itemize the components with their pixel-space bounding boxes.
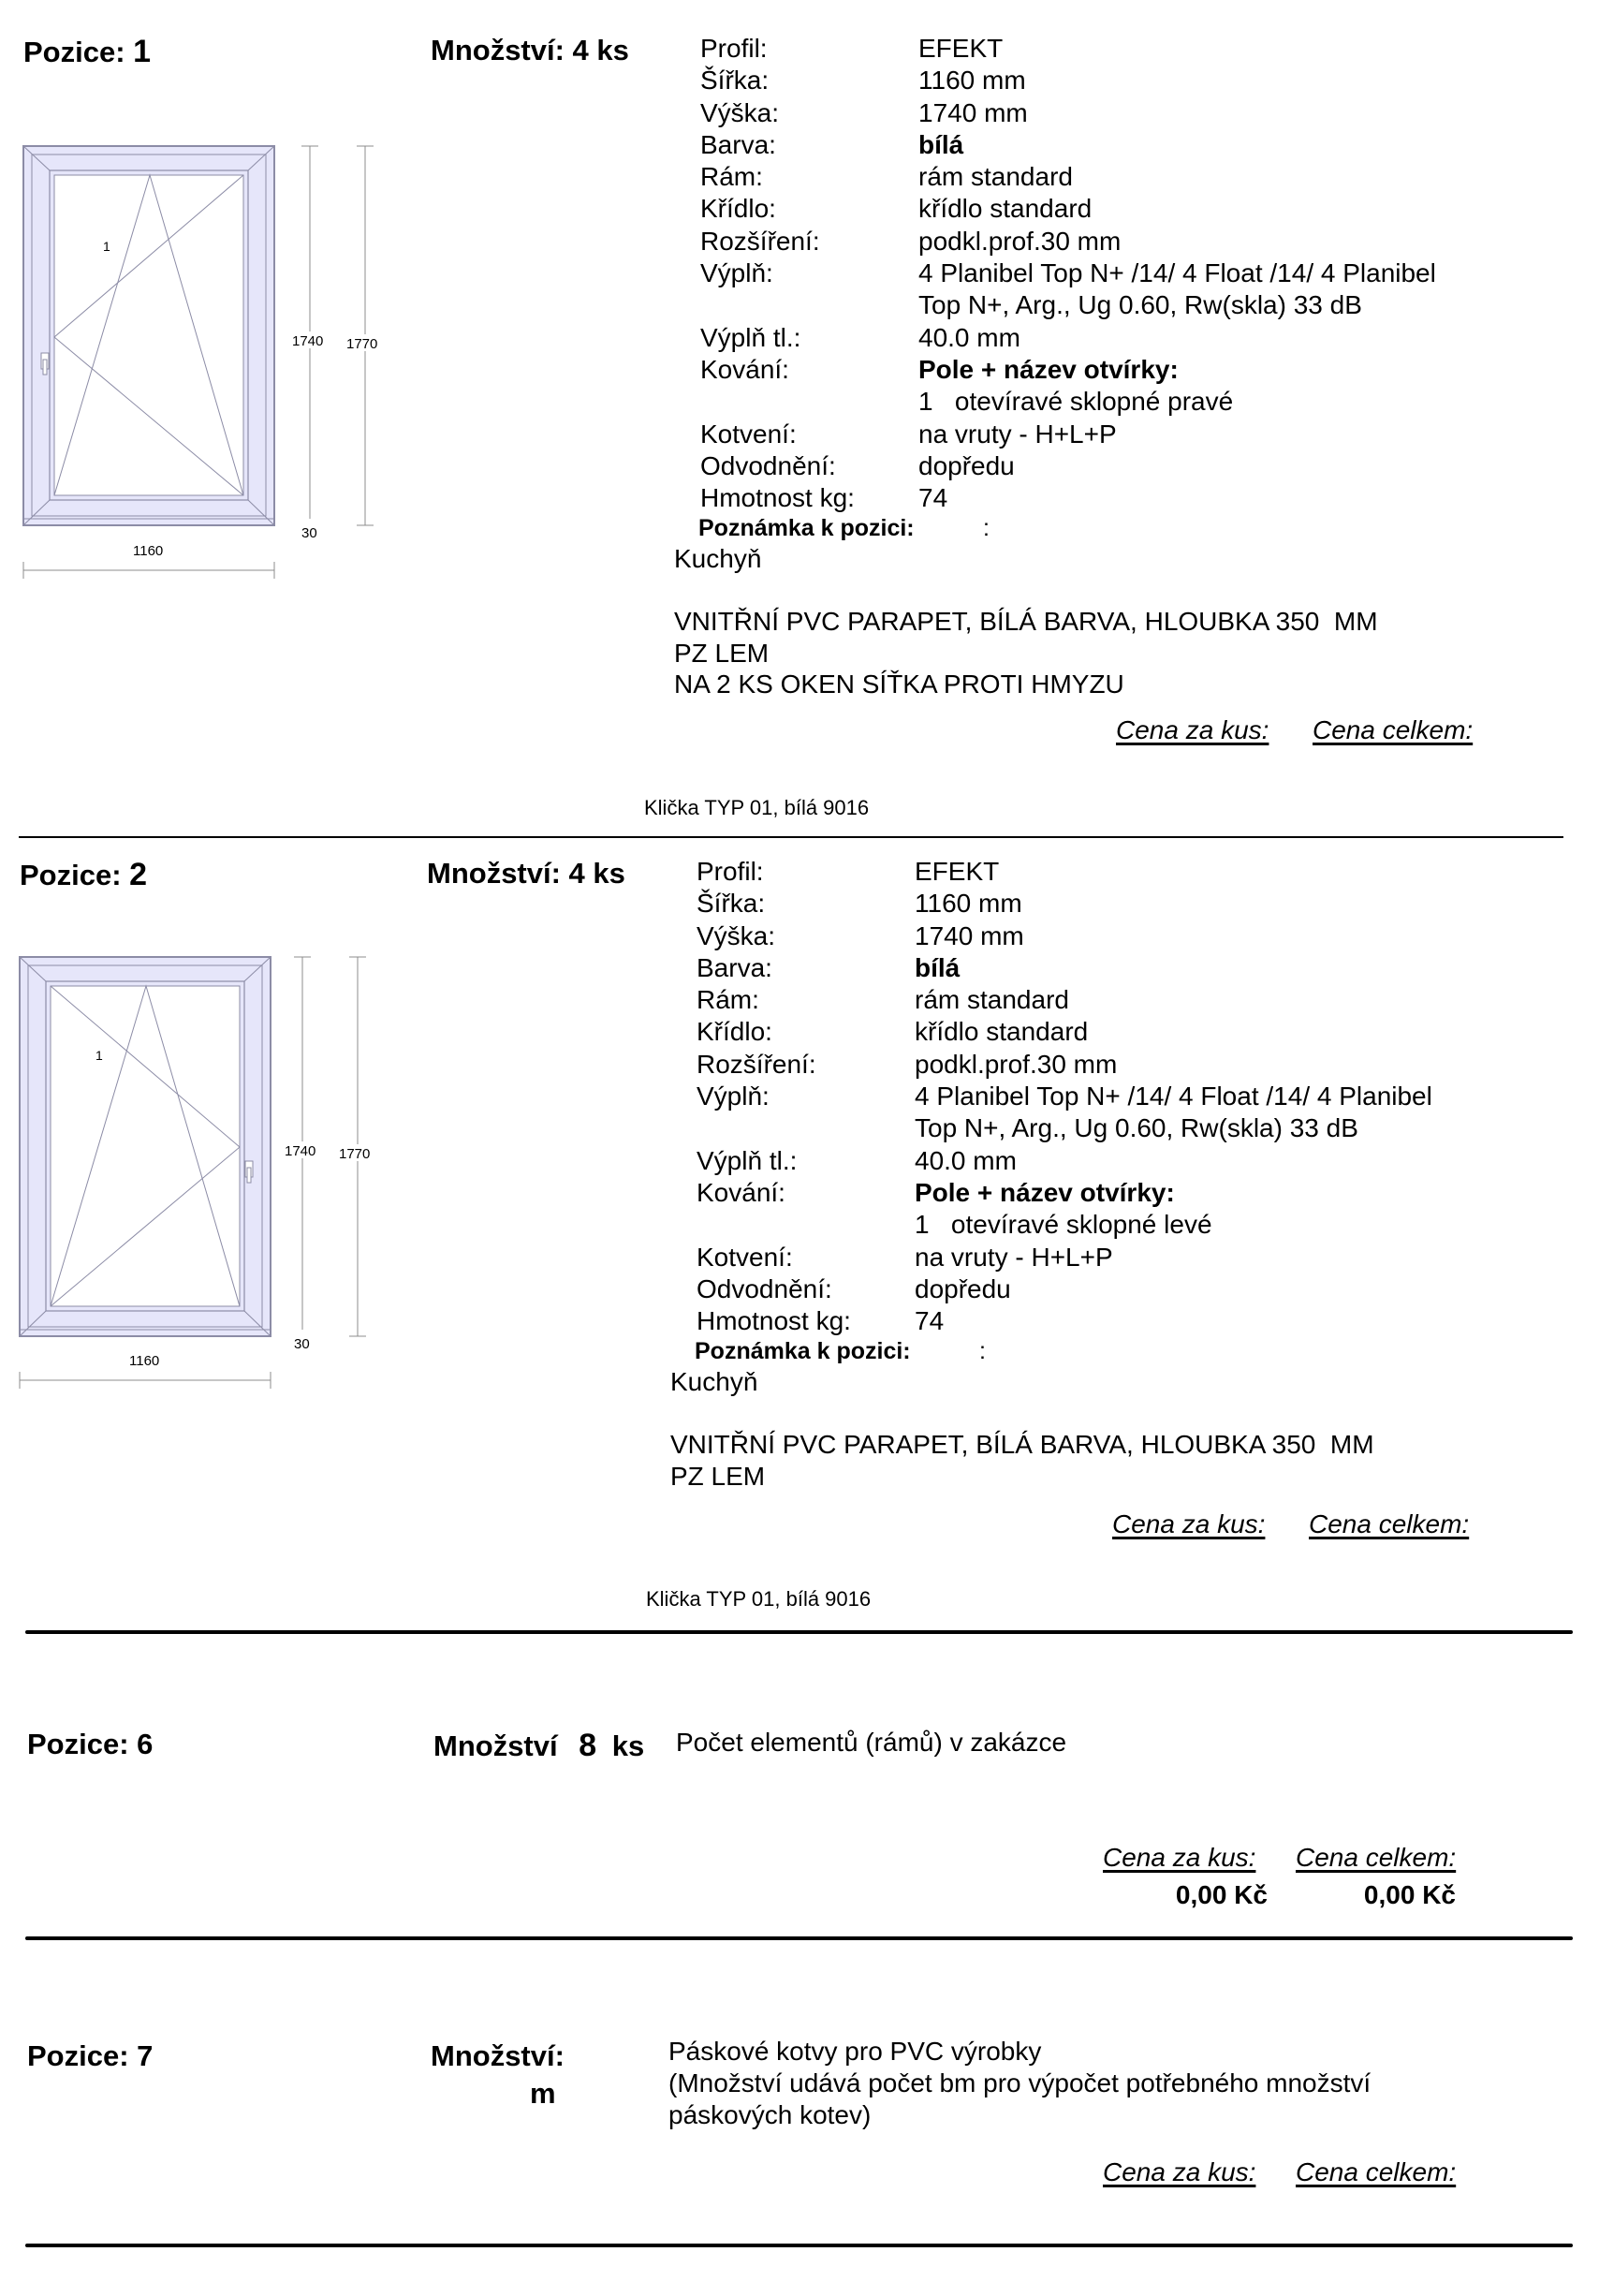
spec-value: bílá <box>915 952 961 982</box>
extension-label: 30 <box>294 1336 310 1352</box>
width-dimension <box>20 1372 271 1389</box>
note-line: PZ LEM <box>670 1461 766 1491</box>
position-label: Pozice: <box>23 36 125 68</box>
spec-label: Kování: <box>700 354 789 384</box>
width-dimension <box>23 562 274 579</box>
spec-row-kovani <box>697 1177 1432 1209</box>
spec-row-barva <box>700 129 1436 161</box>
extension-label: 30 <box>301 525 317 541</box>
price-unit-value: 0,00 Kč <box>1175 1880 1268 1909</box>
spec-row-sirka <box>700 65 1436 96</box>
spec-value: 1160 mm <box>918 66 1026 96</box>
spec-value: 40.0 mm <box>918 322 1020 352</box>
spec-label: Výška: <box>697 920 776 950</box>
spec-row-ram <box>700 161 1436 193</box>
note-blank-line <box>670 1398 1374 1430</box>
spec-row-sirka <box>697 888 1432 920</box>
window-frame <box>20 957 271 1336</box>
spec-row-kridlo <box>697 1016 1432 1048</box>
note-header: Poznámka k pozici: <box>695 1338 911 1364</box>
spec-row-kovani-cont <box>697 1209 1432 1241</box>
spec-row-kotveni <box>697 1242 1432 1273</box>
width-label: 1160 <box>129 1353 160 1369</box>
spec-label: Výplň: <box>697 1082 770 1111</box>
spec-row-kovani-cont <box>700 386 1436 418</box>
note-line: PZ LEM <box>674 638 770 668</box>
spec-row-vypln <box>700 258 1436 289</box>
height-total-label: 1770 <box>339 1146 371 1162</box>
spec-label: Výplň tl.: <box>700 322 801 352</box>
spec-value: podkl.prof.30 mm <box>918 226 1122 256</box>
spec-row-vyska <box>700 97 1436 129</box>
accessory-note: Klička TYP 01, bílá 9016 <box>644 796 870 819</box>
spec-label: Profil: <box>697 857 764 886</box>
spec-value: Pole + název otvírky: <box>918 354 1179 384</box>
note-line: Kuchyň <box>674 544 762 573</box>
price-total-label: Cena celkem: <box>1296 1843 1457 1872</box>
spec-label: Rozšíření: <box>697 1049 816 1079</box>
spec-label: Výška: <box>700 97 780 127</box>
spec-row-odvodneni <box>700 450 1436 482</box>
spec-row-vypln-tl <box>697 1145 1432 1177</box>
note-text <box>674 543 1378 700</box>
spec-label: Barva: <box>700 129 776 159</box>
spec-label: Rám: <box>700 162 763 192</box>
spec-value: Pole + název otvírky: <box>915 1177 1175 1207</box>
price-unit-label: Cena za kus: <box>1116 715 1269 744</box>
spec-value: rám standard <box>915 985 1069 1015</box>
quantity-label: Množství: <box>431 2039 565 2072</box>
spec-row-hmotnost <box>697 1305 1432 1337</box>
spec-label: Kotvení: <box>697 1242 793 1272</box>
spec-row-barva <box>697 952 1432 984</box>
note-line: Kuchyň <box>670 1367 758 1396</box>
note-text <box>670 1366 1374 1492</box>
spec-label: Barva: <box>697 952 772 982</box>
description-line: (Množství udává počet bm pro výpočet potřebného množství <box>668 2068 1372 2097</box>
spec-row-kovani <box>700 354 1436 386</box>
note-line: VNITŘNÍ PVC PARAPET, BÍLÁ BARVA, HLOUBKA 350 MM <box>670 1430 1374 1459</box>
description <box>668 2036 1371 2131</box>
spec-row-vypln <box>697 1081 1432 1112</box>
position-number: 1 <box>133 34 152 69</box>
price-total-label: Cena celkem: <box>1296 2157 1457 2186</box>
spec-value: na vruty - H+L+P <box>915 1242 1113 1272</box>
spec-row-vyska <box>697 920 1432 952</box>
accessory-note: Klička TYP 01, bílá 9016 <box>646 1587 872 1611</box>
spec-row-profil <box>697 856 1432 888</box>
spec-row-hmotnost <box>700 482 1436 514</box>
quantity-unit: ks <box>611 1729 645 1762</box>
spec-value: dopředu <box>915 1273 1011 1303</box>
spec-label: Odvodnění: <box>697 1273 832 1303</box>
spec-row-vypln-cont <box>700 289 1436 321</box>
position-separator <box>25 2244 1573 2247</box>
quantity-unit: m <box>530 2077 556 2110</box>
spec-value: 1740 mm <box>915 920 1024 950</box>
spec-value: rám standard <box>918 162 1073 192</box>
spec-row-rozsireni <box>697 1049 1432 1081</box>
window-frame <box>23 146 274 525</box>
spec-row-odvodneni <box>697 1273 1432 1305</box>
spec-value: 4 Planibel Top N+ /14/ 4 Float /14/ 4 Planibel <box>915 1082 1432 1111</box>
price-total-label: Cena celkem: <box>1309 1509 1470 1538</box>
spec-value: podkl.prof.30 mm <box>915 1049 1118 1079</box>
spec-value: dopředu <box>918 450 1015 480</box>
quantity-label: Množství <box>433 1729 558 1762</box>
sash-label: 1 <box>103 239 110 254</box>
spec-row-profil <box>700 33 1436 65</box>
spec-label: Šířka: <box>697 889 766 919</box>
spec-row-vypln-tl <box>700 322 1436 354</box>
spec-value: 4 Planibel Top N+ /14/ 4 Float /14/ 4 Planibel <box>918 258 1436 288</box>
note-line: VNITŘNÍ PVC PARAPET, BÍLÁ BARVA, HLOUBKA 350 MM <box>674 607 1378 636</box>
spec-row-kotveni <box>700 419 1436 450</box>
window-drawing <box>15 951 408 1401</box>
spec-label: Odvodnění: <box>700 450 836 480</box>
spec-value: bílá <box>918 129 964 159</box>
position-number: 2 <box>129 857 148 892</box>
height-inner-label: 1740 <box>292 333 324 349</box>
price-unit-label: Cena za kus: <box>1103 2157 1256 2186</box>
spec-label: Kotvení: <box>700 419 797 449</box>
position-title: Pozice: 7 <box>27 2039 154 2072</box>
spec-label: Rozšíření: <box>700 226 820 256</box>
spec-label: Kování: <box>697 1177 785 1207</box>
spec-row-rozsireni <box>700 226 1436 258</box>
spec-value: na vruty - H+L+P <box>918 419 1117 449</box>
spec-value: 74 <box>915 1306 945 1336</box>
spec-label: Výplň tl.: <box>697 1145 798 1175</box>
spec-label: Výplň: <box>700 258 773 288</box>
quantity-value: 8 <box>579 1728 597 1763</box>
spec-row-ram <box>697 984 1432 1016</box>
note-colon: : <box>983 515 990 541</box>
spec-table <box>697 856 1432 1337</box>
price-total-value: 0,00 Kč <box>1363 1880 1456 1909</box>
spec-value: křídlo standard <box>915 1017 1089 1047</box>
height-inner-label: 1740 <box>285 1143 316 1159</box>
spec-value: Top N+, Arg., Ug 0.60, Rw(skla) 33 dB <box>915 1113 1358 1143</box>
description-line: páskových kotev) <box>668 2100 872 2129</box>
spec-label: Křídlo: <box>697 1017 772 1047</box>
spec-row-vypln-cont <box>697 1112 1432 1144</box>
position-separator <box>25 1936 1573 1940</box>
spec-label: Šířka: <box>700 66 770 96</box>
window-drawing <box>19 140 412 590</box>
spec-value: EFEKT <box>918 34 1004 63</box>
spec-table <box>700 33 1436 514</box>
position-title <box>20 857 147 893</box>
quantity <box>433 1728 644 1764</box>
position-separator <box>19 836 1563 838</box>
quantity: Množství: 4 ks <box>431 34 629 66</box>
position-separator <box>25 1630 1573 1634</box>
spec-label: Hmotnost kg: <box>700 483 855 513</box>
spec-value: 74 <box>918 483 948 513</box>
spec-row-kridlo <box>700 193 1436 225</box>
quantity: Množství: 4 ks <box>427 857 625 890</box>
spec-label: Profil: <box>700 34 768 63</box>
price-unit-label: Cena za kus: <box>1112 1509 1266 1538</box>
spec-value: 1 otevíravé sklopné levé <box>915 1210 1212 1240</box>
spec-value: 1740 mm <box>918 97 1028 127</box>
width-label: 1160 <box>133 543 164 559</box>
spec-value: křídlo standard <box>918 194 1093 224</box>
price-total-label: Cena celkem: <box>1313 715 1474 744</box>
position-title: Pozice: 6 <box>27 1728 154 1760</box>
description-line: Páskové kotvy pro PVC výrobky <box>668 2037 1042 2066</box>
spec-value: 1160 mm <box>915 889 1022 919</box>
position-title <box>23 34 151 70</box>
spec-value: Top N+, Arg., Ug 0.60, Rw(skla) 33 dB <box>918 290 1362 320</box>
note-colon: : <box>979 1338 986 1364</box>
note-blank-line <box>674 575 1378 607</box>
note-line: NA 2 KS OKEN SÍŤKA PROTI HMYZU <box>674 670 1124 699</box>
spec-label: Rám: <box>697 985 759 1015</box>
height-total-label: 1770 <box>346 336 378 352</box>
spec-value: EFEKT <box>915 857 1000 886</box>
spec-value: 40.0 mm <box>915 1145 1017 1175</box>
spec-label: Křídlo: <box>700 194 776 224</box>
spec-label: Hmotnost kg: <box>697 1306 851 1336</box>
note-header: Poznámka k pozici: <box>698 515 915 541</box>
sash-label: 1 <box>95 1048 103 1063</box>
description: Počet elementů (rámů) v zakázce <box>676 1728 1067 1757</box>
price-unit-label: Cena za kus: <box>1103 1843 1256 1872</box>
spec-value: 1 otevíravé sklopné pravé <box>918 387 1234 417</box>
position-label: Pozice: <box>20 859 122 891</box>
